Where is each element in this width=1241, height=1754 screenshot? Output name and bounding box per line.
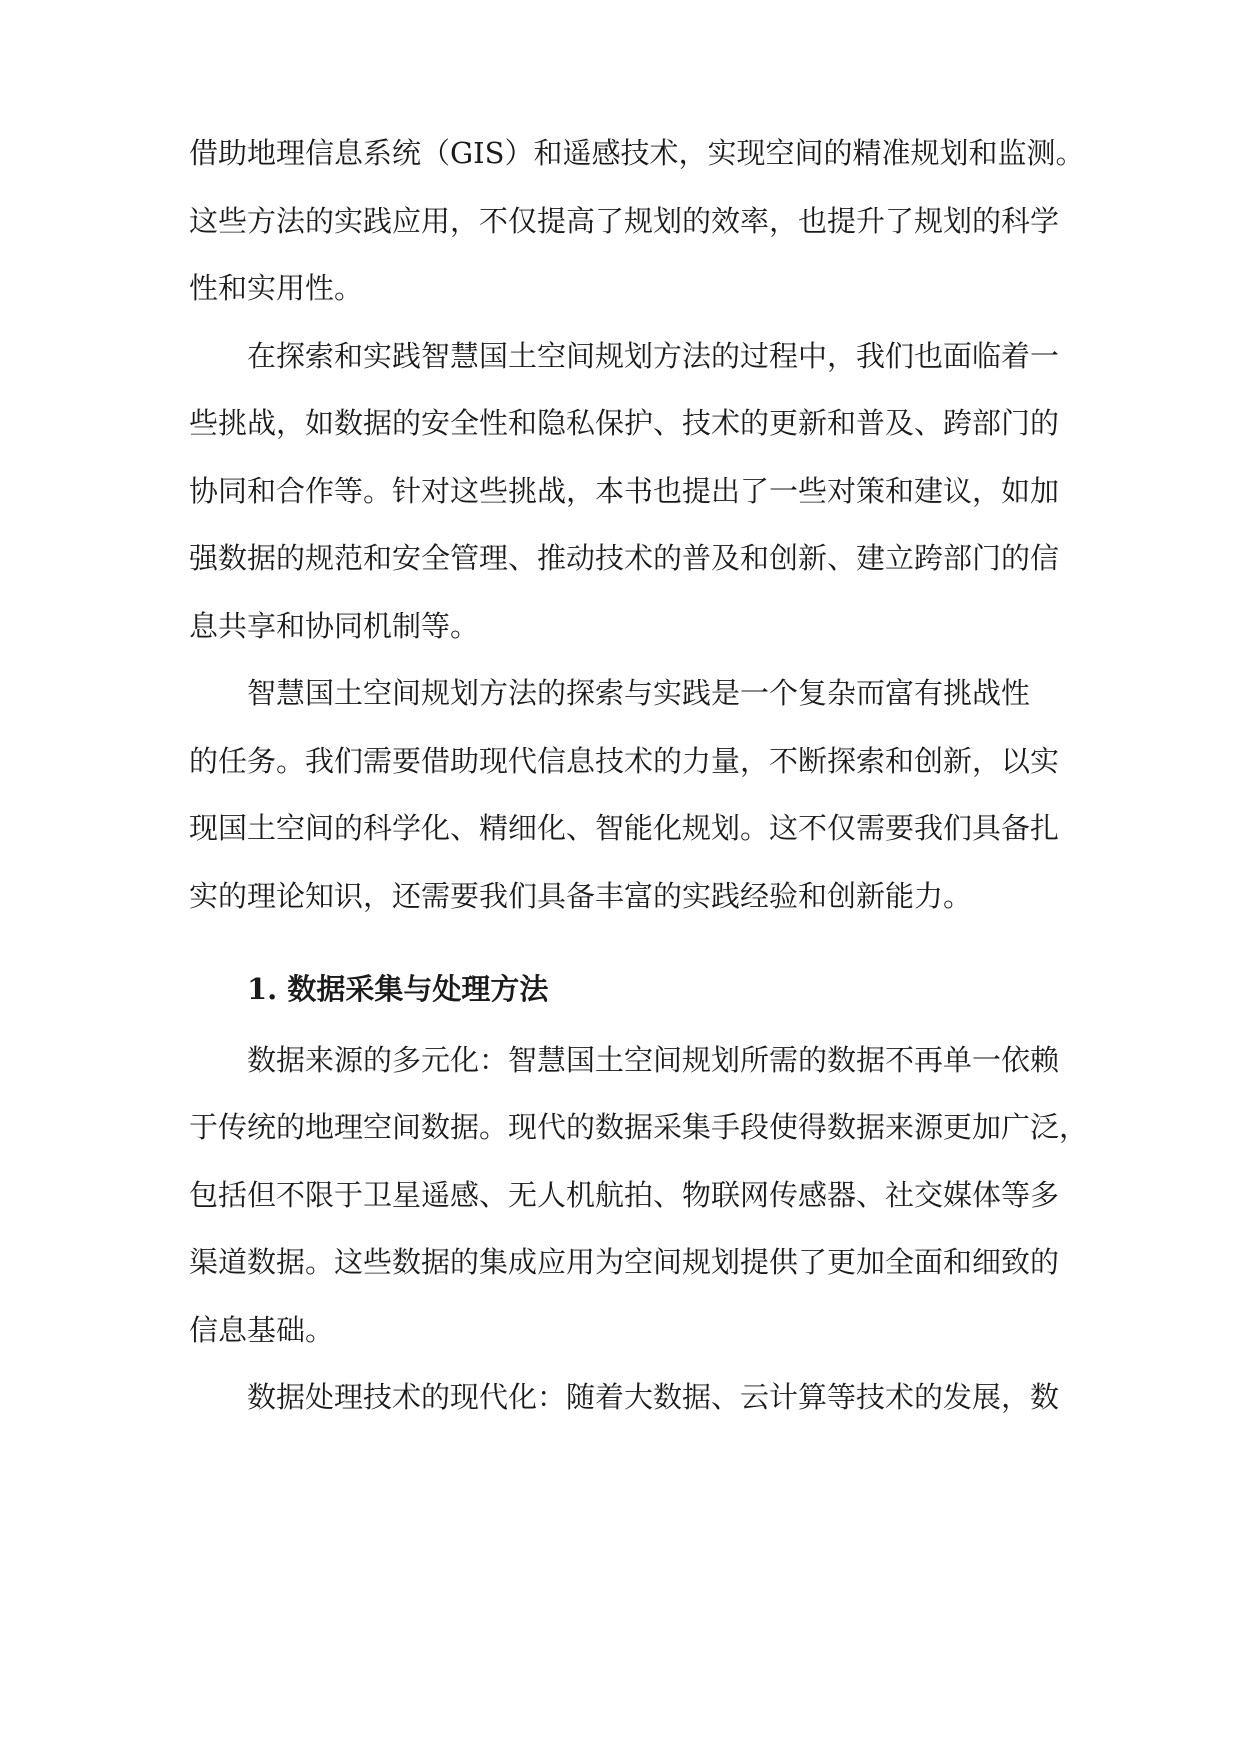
paragraph-line: 些挑战，如数据的安全性和隐私保护、技术的更新和普及、跨部门的 [189,406,1060,440]
paragraph-line: 于传统的地理空间数据。现代的数据采集手段使得数据来源更加广泛， [189,1110,1089,1144]
paragraph-line: 息共享和协同机制等。 [189,609,480,643]
section-heading: 1. 数据采集与处理方法 [247,972,549,1006]
paragraph-line: 数据来源的多元化：智慧国土空间规划所需的数据不再单一依赖 [247,1043,1060,1077]
paragraph-line: 在探索和实践智慧国土空间规划方法的过程中，我们也面临着一 [247,339,1060,373]
paragraph-line: 信息基础。 [189,1313,335,1347]
paragraph-line: 性和实用性。 [189,271,364,305]
paragraph-line: 现国土空间的科学化、精细化、智能化规划。这不仅需要我们具备扎 [189,811,1060,845]
paragraph-line: 数据处理技术的现代化：随着大数据、云计算等技术的发展，数 [247,1380,1060,1414]
paragraph-line: 智慧国土空间规划方法的探索与实践是一个复杂而富有挑战性 [247,676,1031,710]
paragraph-line: 的任务。我们需要借助现代信息技术的力量，不断探索和创新，以实 [189,744,1060,778]
paragraph-line: 渠道数据。这些数据的集成应用为空间规划提供了更加全面和细致的 [189,1245,1060,1279]
paragraph-line: 强数据的规范和安全管理、推动技术的普及和创新、建立跨部门的信 [189,541,1060,575]
paragraph-line: 这些方法的实践应用，不仅提高了规划的效率，也提升了规划的科学 [189,204,1060,238]
paragraph-line: 协同和合作等。针对这些挑战，本书也提出了一些对策和建议，如加 [189,474,1060,508]
paragraph-line: 借助地理信息系统（GIS）和遥感技术，实现空间的精准规划和监测。 [189,136,1085,170]
paragraph-line: 实的理论知识，还需要我们具备丰富的实践经验和创新能力。 [189,879,973,913]
paragraph-line: 包括但不限于卫星遥感、无人机航拍、物联网传感器、社交媒体等多 [189,1178,1060,1212]
